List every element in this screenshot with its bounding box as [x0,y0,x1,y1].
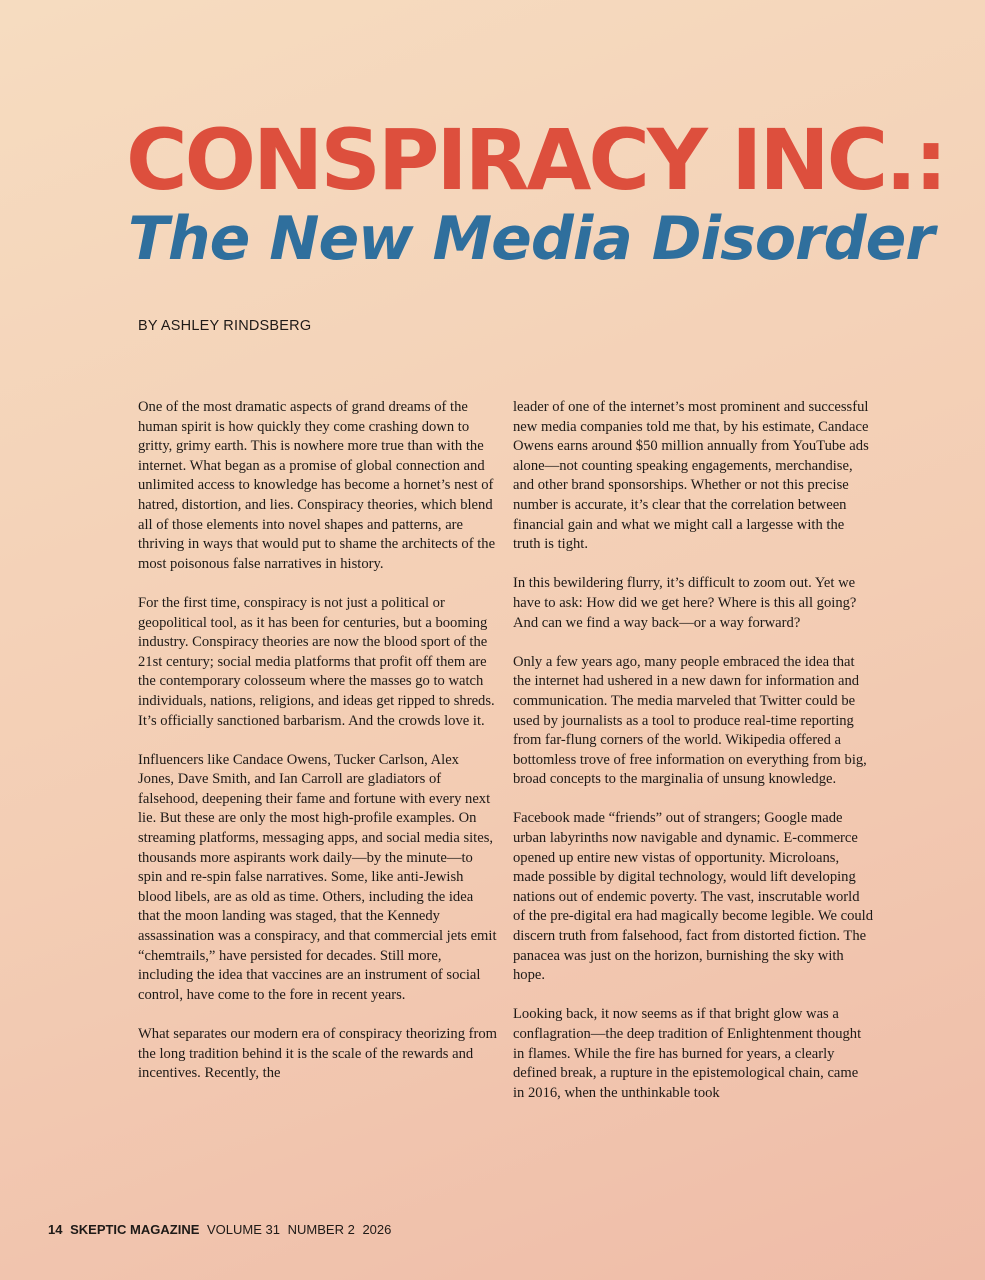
article-title: CONSPIRACY INC.: [126,111,945,209]
issue-number: NUMBER 2 [287,1222,355,1237]
body-column-right [513,398,873,1103]
article-subtitle: The New Media Disorder [128,204,934,274]
body-paragraph: Only a few years ago, many people embraced the idea that the internet had ushered in a new dawn for information and communication. The media marveled that Twitter could be used by journalists as a tool to produce real-time reporting from far-flung corners of the world. Wikipedia offered a bottomless trove of free information on everything from big, broad concepts to the marginalia of unsung knowledge. [513,653,867,788]
body-paragraph: In this bewildering flurry, it’s difficult to zoom out. Yet we have to ask: How did we get here? Where is this all going? And can we find a way back—or a way forward? [513,575,857,631]
body-paragraph: What separates our modern era of conspiracy theorizing from the long tradition behind it is the scale of the rewards and incentives. Recently, the [138,1026,498,1082]
byline: BY ASHLEY RINDSBERG [138,318,312,334]
magazine-name: SKEPTIC MAGAZINE [70,1222,200,1237]
volume-label: VOLUME 31 [207,1222,280,1237]
body-paragraph: For the first time, conspiracy is not just a political or geopolitical tool, as it has been for centuries, but a booming industry. Conspiracy theories are now the blood sport of the 21st century; social media platforms that profit off them are the contemporary colosseum where the masses go to watch individuals, nations, religions, and ideas get ripped to shreds. It’s officially sanctioned barbarism. And the crowds love it. [138,594,495,729]
body-paragraph: Facebook made “friends” out of strangers; Google made urban labyrinths now navigable and dynamic. E-commerce opened up entire new vistas of opportunity. Microloans, made possible by digital technology, would lift developing nations out of endemic poverty. The vast, inscrutable world of the pre-digital era had magically become legible. We could discern truth from falsehood, fact from distorted fiction. The panacea was just on the horizon, burnishing the sky with hope. [513,810,874,984]
page-number: 14 [48,1222,63,1237]
body-paragraph: Influencers like Candace Owens, Tucker Carlson, Alex Jones, Dave Smith, and Ian Carroll are gladiators of falsehood, deepening their fame and fortune with every next lie. But these are only the most high-profile examples. On streaming platforms, messaging apps, and social media sites, thousands more aspirants work daily—by the minute—to spin and re-spin false narratives. Some, like anti-Jewish blood libels, are as old as time. Others, including the idea that the moon landing was staged, that the Kennedy assassination was a conspiracy, and that commercial jets emit “chemtrails,” have persisted for decades. Still more, including the idea that vaccines are an instrument of social control, have come to the fore in recent years. [138,751,497,1003]
body-column-left [138,398,498,1084]
issue-year: 2026 [362,1222,392,1237]
body-paragraph: Looking back, it now seems as if that bright glow was a conflagration—the deep tradition of Enlightenment thought in flames. While the fire has burned for years, a clearly defined break, a rupture in the epistemological chain, came in 2016, when the unthinkable took [513,1006,862,1101]
page-footer [48,1222,395,1237]
body-paragraph: leader of one of the internet’s most prominent and successful new media companies told me that, by his estimate, Candace Owens earns around $50 million annually from YouTube ads alone—not counting speaking engagements, merchandise, and other brand sponsorships. Whether or not this precise number is accurate, it’s clear that the correlation between financial gain and what we might call a largesse with the truth is tight. [513,399,869,553]
body-paragraph: One of the most dramatic aspects of grand dreams of the human spirit is how quickly they come crashing down to gritty, grimy earth. This is nowhere more true than with the internet. What began as a promise of global connection and unlimited access to knowledge has become a hornet’s nest of hatred, distortion, and lies. Conspiracy theories, which blend all of those elements into novel shapes and patterns, are thriving in ways that would put to shame the architects of the most poisonous false narratives in history. [138,399,496,572]
